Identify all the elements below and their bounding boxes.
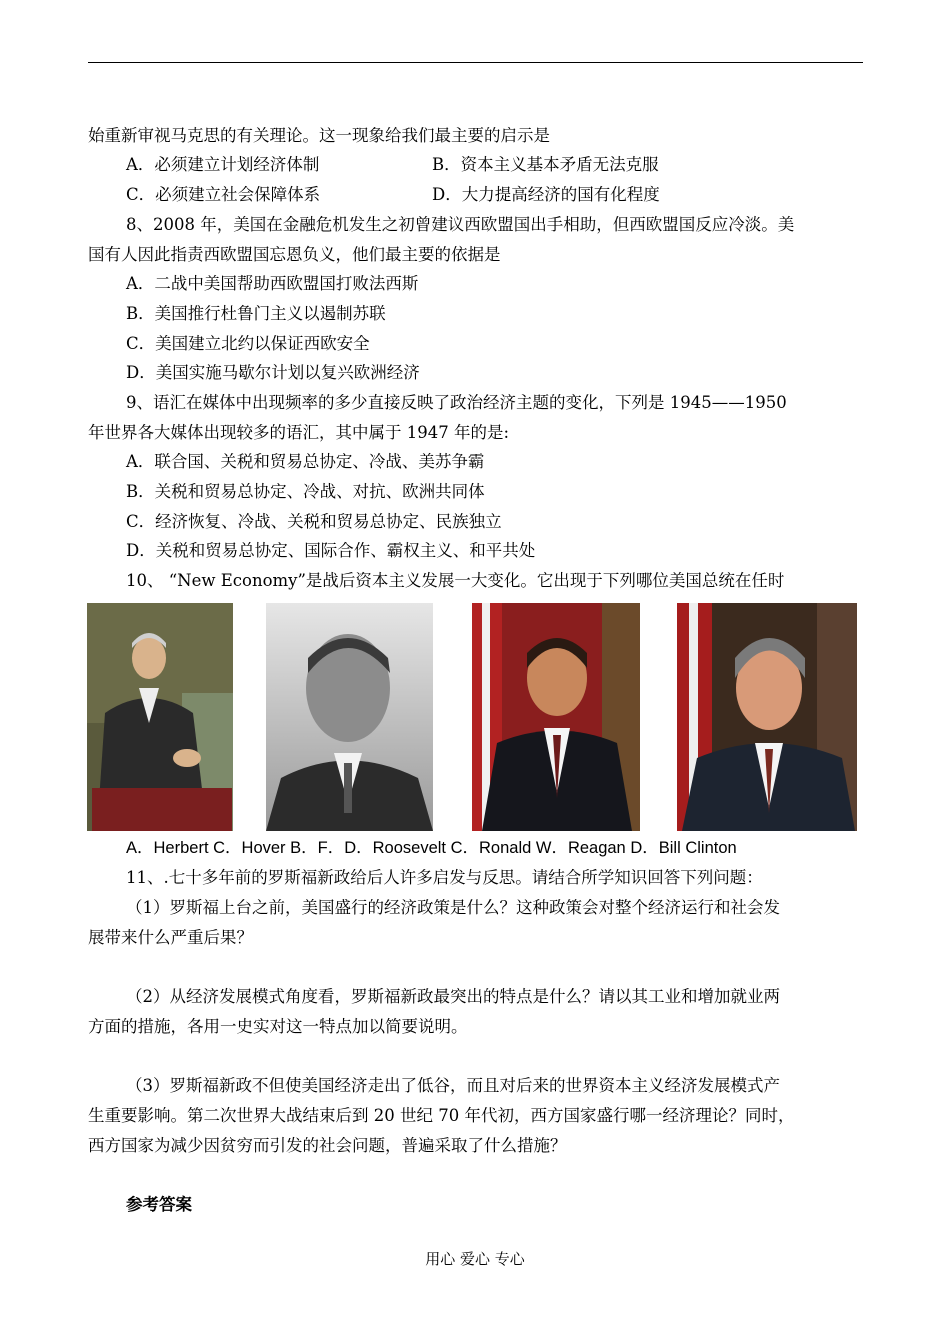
portrait-hoover <box>87 603 233 831</box>
question-11-part2-cont: 方面的措施，各用一史实对这一特点加以简要说明。 <box>88 1017 468 1036</box>
option-7a: A．必须建立计划经济体制 <box>126 155 320 174</box>
text-line: 始重新审视马克思的有关理论。这一现象给我们最主要的启示是 <box>88 126 550 145</box>
option-8a: A．二战中美国帮助西欧盟国打败法西斯 <box>126 274 419 293</box>
question-11-part3: （3）罗斯福新政不但使美国经济走出了低谷，而且对后来的世界资本主义经济发展模式产 <box>126 1076 780 1095</box>
question-11-part1: （1）罗斯福上台之前，美国盛行的经济政策是什么？这种政策会对整个经济运行和社会发 <box>126 898 780 917</box>
header-rule <box>88 62 863 63</box>
option-9c: C．经济恢复、冷战、关税和贸易总协定、民族独立 <box>126 512 502 531</box>
option-7c: C．必须建立社会保障体系 <box>126 185 321 204</box>
option-7b: B．资本主义基本矛盾无法克服 <box>432 155 659 174</box>
question-11-part1-cont: 展带来什么严重后果？ <box>88 928 253 947</box>
answer-heading: 参考答案 <box>126 1195 192 1214</box>
option-8d: D．美国实施马歇尔计划以复兴欧洲经济 <box>126 363 420 382</box>
question-11-part3-cont: 生重要影响。第二次世界大战结束后到 20 世纪 70 年代初，西方国家盛行哪一经济理论？同时， <box>88 1106 795 1125</box>
question-11: 11、.七十多年前的罗斯福新政给后人许多启发与反思。请结合所学知识回答下列问题： <box>126 868 763 887</box>
question-10-options: A．Herbert C．Hover B．F．D．Roosevelt C．Ronald W．Reagan D．Bill Clinton <box>126 839 737 857</box>
option-8c: C．美国建立北约以保证西欧安全 <box>126 334 370 353</box>
portrait-roosevelt <box>266 603 433 831</box>
question-8-cont: 国有人因此指责西欧盟国忘恩负义，他们最主要的依据是 <box>88 245 501 264</box>
option-9d: D．关税和贸易总协定、国际合作、霸权主义、和平共处 <box>126 541 536 560</box>
option-9a: A．联合国、关税和贸易总协定、冷战、美苏争霸 <box>126 452 485 471</box>
question-9-cont: 年世界各大媒体出现较多的语汇，其中属于 1947 年的是: <box>88 423 510 442</box>
option-7d: D．大力提高经济的国有化程度 <box>432 185 660 204</box>
question-9: 9、语汇在媒体中出现频率的多少直接反映了政治经济主题的变化，下列是 1945——1950 <box>126 393 787 412</box>
portrait-reagan <box>472 603 640 831</box>
question-10: 10、 “New Economy”是战后资本主义发展一大变化。它出现于下列哪位美国总统在任时 <box>126 571 785 590</box>
question-11-part3-cont2: 西方国家为减少因贫穷而引发的社会问题，普遍采取了什么措施？ <box>88 1136 567 1155</box>
portrait-clinton <box>677 603 857 831</box>
question-8: 8、2008 年，美国在金融危机发生之初曾建议西欧盟国出手相助，但西欧盟国反应冷淡。美 <box>126 215 795 234</box>
page-footer: 用心 爱心 专心 <box>425 1250 525 1268</box>
option-8b: B．美国推行杜鲁门主义以遏制苏联 <box>126 304 386 323</box>
option-9b: B．关税和贸易总协定、冷战、对抗、欧洲共同体 <box>126 482 485 501</box>
question-11-part2: （2）从经济发展模式角度看，罗斯福新政最突出的特点是什么？请以其工业和增加就业两 <box>126 987 780 1006</box>
